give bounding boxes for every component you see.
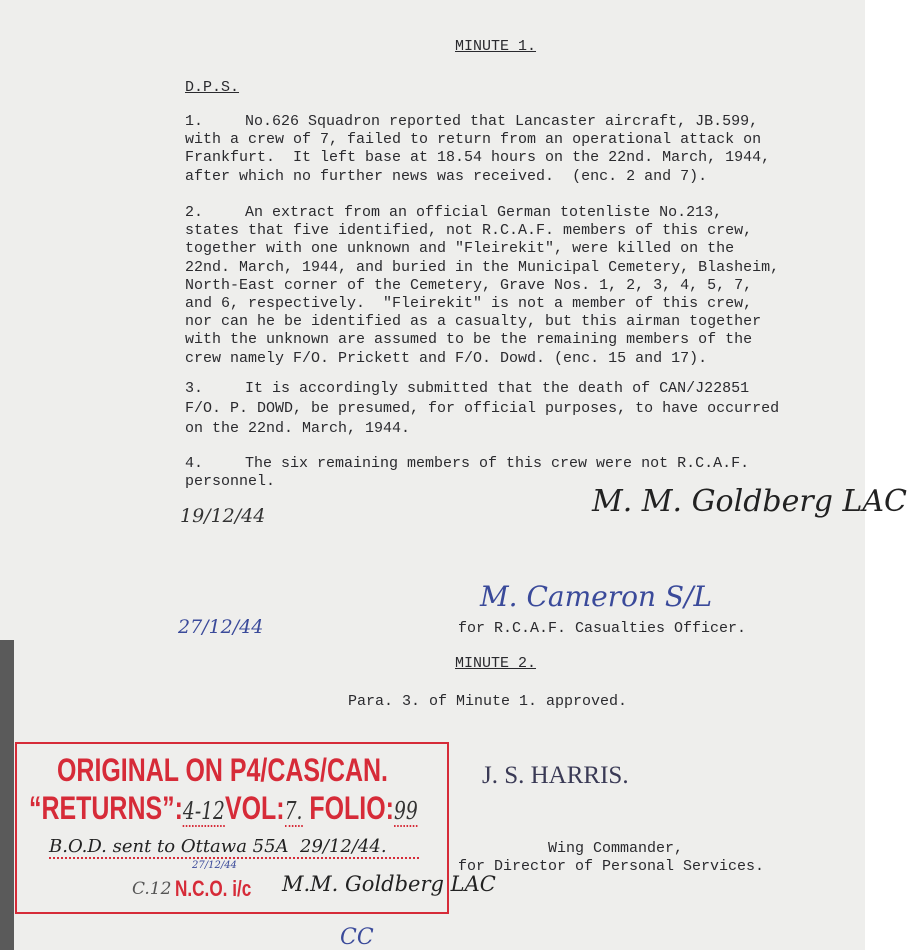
paragraph-line: It is accordingly submitted that the death of CAN/J22851 <box>245 380 750 397</box>
addressee: D.P.S. <box>185 79 240 96</box>
paragraph-line: An extract from an official German totenliste No.213, <box>245 204 723 221</box>
signature-goldberg: M. M. Goldberg LAC <box>592 484 907 519</box>
paragraph-number: 3. <box>185 380 204 397</box>
folio-label: FOLIO: <box>309 790 394 826</box>
page-edge-shadow <box>0 640 14 950</box>
paragraph-line: on the 22nd. March, 1944. <box>185 420 411 437</box>
paragraph-line: with a crew of 7, failed to return from an operational attack on <box>185 131 762 149</box>
signature-cameron: M. Cameron S/L <box>480 580 713 613</box>
signer-for: for Director of Personal Services. <box>458 858 765 875</box>
stamp-handwritten-note: B.O.D. sent to Ottawa 55A 29/12/44. <box>49 836 419 859</box>
paragraph-line: and 6, respectively. "Fleirekit" is not a member of this crew, <box>185 295 753 312</box>
approval-text: Para. 3. of Minute 1. approved. <box>348 693 628 710</box>
minute-2-title: MINUTE 2. <box>455 655 537 672</box>
paragraph-line: nor can he be identified as a casualty, but this airman together <box>185 313 762 331</box>
stamp-handwritten-small: 27/12/44 <box>192 860 237 871</box>
date-1: 19/12/44 <box>180 505 266 527</box>
paragraph-line: states that five identified, not R.C.A.F. members of this crew, <box>185 222 753 240</box>
stamp-line-2 <box>29 790 418 827</box>
casualties-officer: for R.C.A.F. Casualties Officer. <box>458 620 747 637</box>
paragraph-line: 22nd. March, 1944, and buried in the Municipal Cemetery, Blasheim, <box>185 258 780 276</box>
paragraph-line: together with one unknown and "Fleirekit", were killed on the <box>185 240 735 258</box>
signer-rank: Wing Commander, <box>548 840 684 857</box>
stamp-nco-signature: M.M. Goldberg LAC <box>282 872 496 896</box>
initials: CC <box>340 925 374 950</box>
paragraph-line: No.626 Squadron reported that Lancaster aircraft, JB.599, <box>245 113 759 130</box>
paragraph-number: 4. <box>185 455 204 472</box>
returns-label: “RETURNS”: <box>29 790 183 826</box>
paragraph-line: North-East corner of the Cemetery, Grave Nos. 1, 2, 3, 4, 5, 7, <box>185 276 753 294</box>
stamp-nco-label: N.C.O. i/c <box>175 876 252 901</box>
paragraph-number: 1. <box>185 113 204 130</box>
folio-value: 99 <box>393 797 418 825</box>
vol-label: VOL: <box>224 790 285 826</box>
stamp-nco-prefix: C.12 <box>132 879 172 899</box>
paragraph-line: after which no further news was received. (enc. 2 and 7). <box>185 167 708 185</box>
date-2: 27/12/44 <box>178 616 264 638</box>
paragraph-line: F/O. P. DOWD, be presumed, for official purposes, to have occurred <box>185 400 780 417</box>
returns-value: 4-12 <box>182 797 225 825</box>
signer-name: J. S. HARRIS. <box>482 762 629 789</box>
paragraph-line: with the unknown are assumed to be the remaining members of the <box>185 331 753 349</box>
paragraph-line: crew namely F/O. Prickett and F/O. Dowd. (enc. 15 and 17). <box>185 349 708 367</box>
paragraph-line: Frankfurt. It left base at 18.54 hours on the 22nd. March, 1944, <box>185 149 771 167</box>
minute-1-title: MINUTE 1. <box>455 38 537 55</box>
original-on-stamp <box>15 742 496 914</box>
paragraph-number: 2. <box>185 204 204 221</box>
vol-value: 7. <box>284 797 303 825</box>
paragraph-line: The six remaining members of this crew were not R.C.A.F. <box>245 455 750 472</box>
stamp-line-1: ORIGINAL ON P4/CAS/CAN. <box>57 752 388 788</box>
paragraph-line: personnel. <box>185 473 276 491</box>
